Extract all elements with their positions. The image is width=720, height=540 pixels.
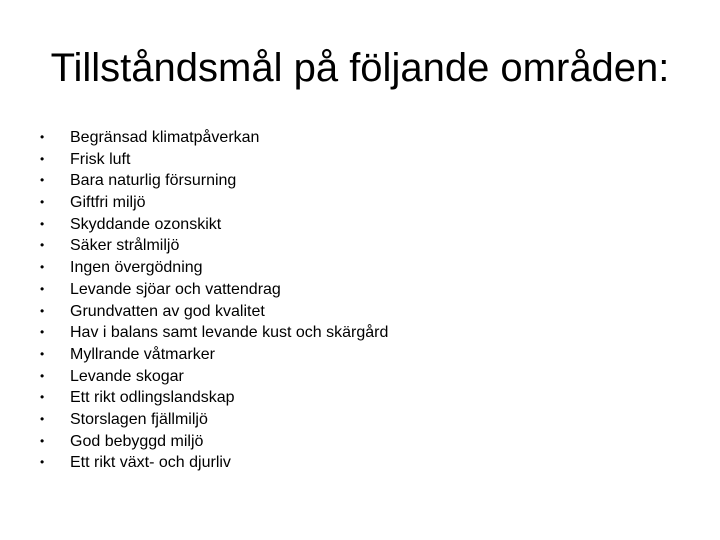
bullet-icon: • [40, 411, 45, 426]
list-item-text: Frisk luft [70, 150, 131, 168]
list-item-text: Levande sjöar och vattendrag [70, 280, 281, 298]
bullet-icon: • [40, 216, 45, 231]
list-item-text: Hav i balans samt levande kust och skärgård [70, 324, 389, 342]
list-item-text: Ett rikt odlingslandskap [70, 389, 235, 407]
list-item-text: Giftfri miljö [70, 194, 146, 212]
bullet-icon: • [40, 281, 45, 296]
slide-title: Tillståndsmål på följande områden: [50, 46, 670, 90]
bullet-icon: • [40, 346, 45, 361]
bullet-icon: • [40, 130, 45, 144]
list-item-text: Grundvatten av god kvalitet [70, 302, 265, 320]
bullet-icon: • [40, 390, 45, 405]
list-item-text: Begränsad klimatpåverkan [70, 129, 260, 146]
list-item-text: Säker strålmiljö [70, 237, 180, 255]
list-item-text: Storslagen fjällmiljö [70, 410, 208, 428]
bullet-icon: • [40, 368, 45, 383]
bullet-icon: • [40, 238, 45, 253]
list-item-text: Skyddande ozonskikt [70, 215, 222, 233]
list-item-text: Levande skogar [70, 367, 184, 385]
bullet-icon: • [40, 195, 45, 210]
bullet-icon: • [40, 260, 45, 275]
list-item-text: Bara naturlig försurning [70, 172, 237, 190]
bullet-icon: • [40, 173, 45, 188]
bullet-icon: • [40, 151, 45, 166]
list-item-text: Ett rikt växt- och djurliv [70, 454, 231, 472]
list-item-text: God bebyggd miljö [70, 432, 204, 450]
list-item-text: Myllrande våtmarker [70, 345, 215, 363]
bullet-icon: • [40, 433, 45, 448]
bullet-icon: • [40, 325, 45, 340]
bullet-icon: • [40, 455, 45, 470]
list-item-text: Ingen övergödning [70, 259, 203, 277]
bullet-icon: • [40, 303, 45, 318]
